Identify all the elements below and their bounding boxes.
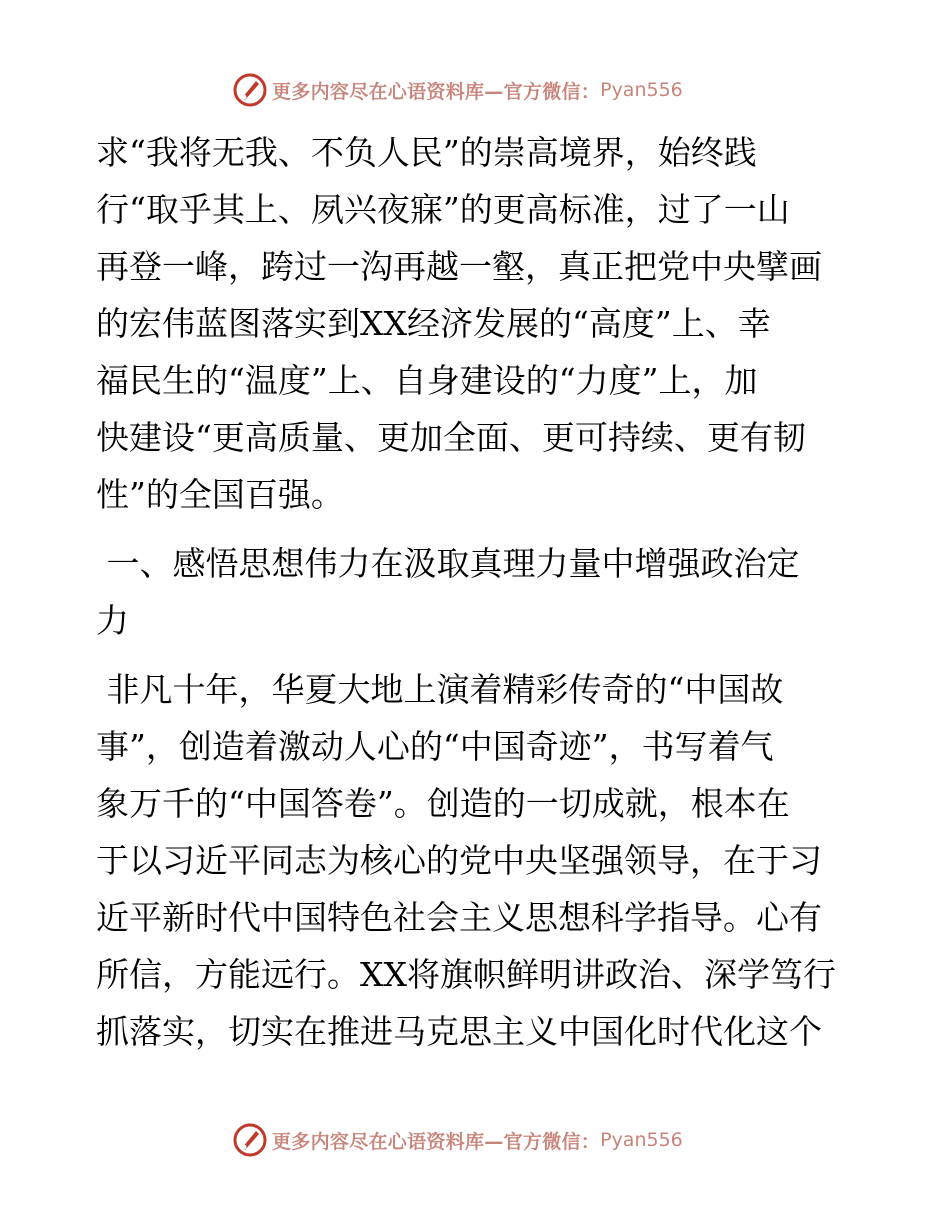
- header-watermark: [232, 70, 683, 110]
- text-line: 近平新时代中国特色社会主义思想科学指导。心有: [96, 898, 822, 937]
- text-line: 的宏伟蓝图落实到XX经济发展的“高度”上、幸: [96, 304, 771, 343]
- watermark-handle: Pyan556: [600, 1129, 683, 1151]
- footer-watermark: [232, 1120, 683, 1160]
- text-line: 求“我将无我、不负人民”的崇高境界，始终践: [96, 133, 757, 172]
- quill-circle-icon: [232, 72, 268, 108]
- text-line: 福民生的“温度”上、自身建设的“力度”上，加: [96, 361, 758, 400]
- paragraph: [96, 661, 856, 1060]
- watermark-text: 更多内容尽在心语资料库—官方微信：: [272, 1130, 601, 1153]
- text-line: 再登一峰，跨过一沟再越一壑，真正把党中央擘画: [96, 247, 822, 286]
- text-line: 象万千的“中国答卷”。创造的一切成就，根本在: [96, 784, 790, 823]
- paragraph: [96, 124, 856, 523]
- section-heading: [96, 535, 856, 649]
- text-line: 快建设“更高质量、更加全面、更可持续、更有韧: [96, 418, 806, 457]
- quill-circle-icon: [232, 1122, 268, 1158]
- text-line: 性”的全国百强。: [96, 475, 344, 514]
- text-line: 行“取乎其上、夙兴夜寐”的更高标准，过了一山: [96, 190, 790, 229]
- text-line: 非凡十年，华夏大地上演着精彩传奇的“中国故: [96, 670, 784, 709]
- heading-line: 一、感悟思想伟力在汲取真理力量中增强政治定: [96, 544, 800, 583]
- text-line: 于以习近平同志为核心的党中央坚强领导，在于习: [96, 841, 822, 880]
- heading-line: 力: [96, 601, 129, 640]
- text-line: 事”，创造着激动人心的“中国奇迹”，书写着气: [96, 727, 774, 766]
- text-line: 抓落实，切实在推进马克思主义中国化时代化这个: [96, 1012, 822, 1051]
- watermark-text: 更多内容尽在心语资料库—官方微信：: [272, 80, 601, 103]
- document-body: [96, 124, 856, 1060]
- text-line: 所信，方能远行。XX将旗帜鲜明讲政治、深学笃行: [96, 955, 836, 994]
- watermark-handle: Pyan556: [600, 79, 683, 101]
